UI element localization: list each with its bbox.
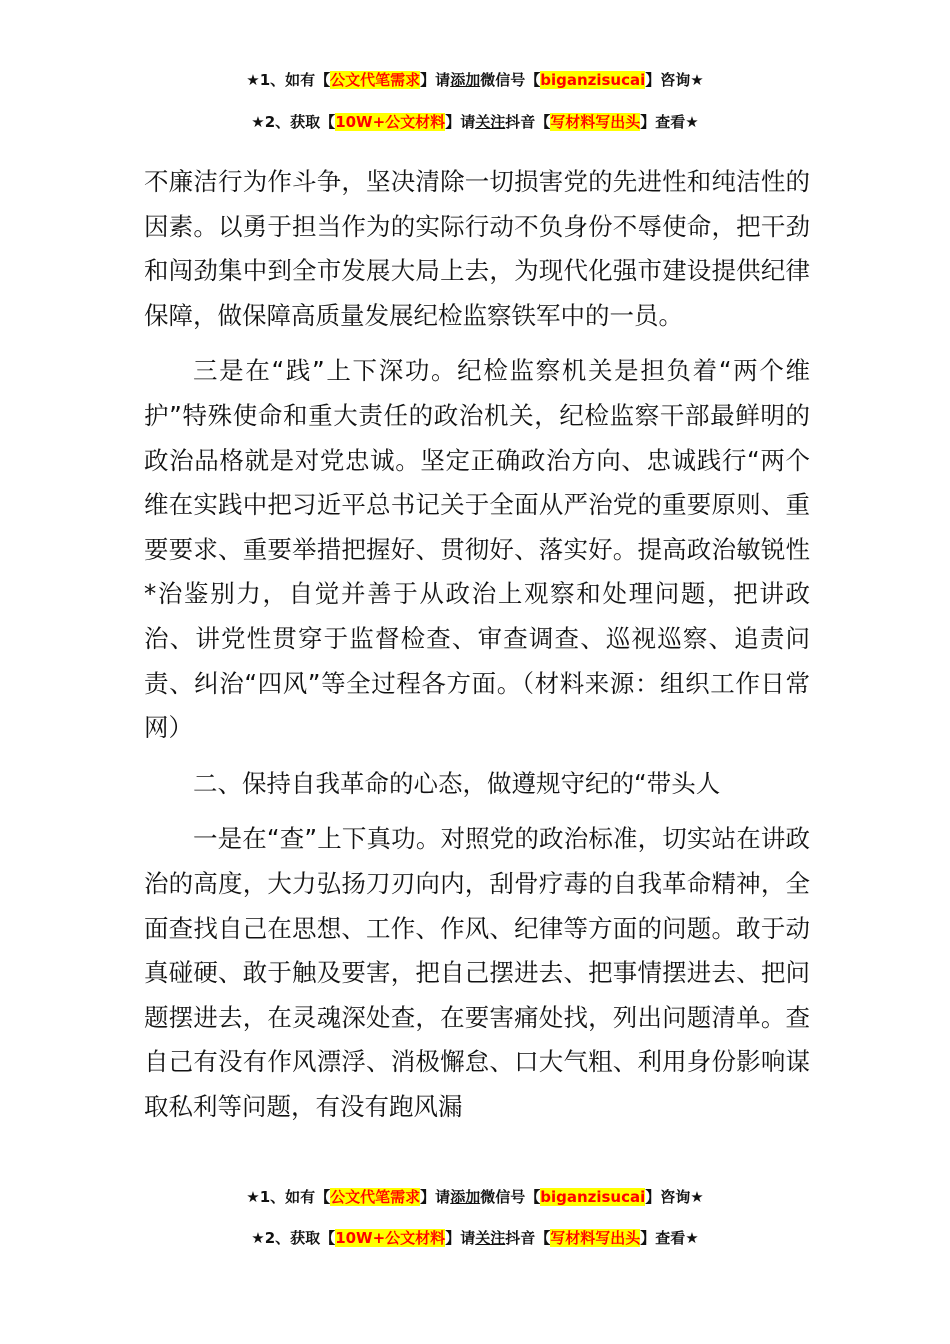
banner-prefix: ★2、获取【 — [251, 1229, 336, 1247]
highlight-service: 公文代笔需求 — [330, 1188, 421, 1206]
banner-line-1 — [0, 69, 950, 91]
highlight-materials: 10W+公文材料 — [335, 1229, 446, 1247]
highlight-service: 公文代笔需求 — [330, 71, 421, 89]
banner-text: 微信号【 — [480, 1188, 541, 1206]
paragraph: 一是在“查”上下真功。对照党的政治标准，切实站在讲政治的高度，大力弘扬刀刃向内，刮骨疗毒的自我革命精神，全面查找自己在思想、工作、作风、纪律等方面的问题。敢于动真碰硬、敢于触及要害，把自己摆进去、把事情摆进去、把问题摆进去，在灵魂深处查，在要害痛处找，列出问题清单。查自己有没有作风漂浮、消极懈怠、口大气粗、利用身份影响谋取私利等问题，有没有跑风漏 — [144, 824, 810, 1121]
highlight-wechat-id: biganzisucai — [540, 1188, 646, 1206]
banner-text: 】请 — [445, 113, 476, 131]
banner-prefix: ★2、获取【 — [251, 113, 336, 131]
banner-text: 】请 — [420, 71, 451, 89]
banner-emphasis: 关注 — [475, 113, 506, 131]
banner-text: 抖音【 — [505, 1229, 551, 1247]
banner-line-1 — [0, 1186, 950, 1208]
banner-text: 抖音【 — [505, 113, 551, 131]
banner-text: 】请 — [445, 1229, 476, 1247]
banner-emphasis: 添加 — [450, 71, 481, 89]
banner-text: 】请 — [420, 1188, 451, 1206]
paragraph: 不廉洁行为作斗争，坚决清除一切损害党的先进性和纯洁性的因素。以勇于担当作为的实际行动不负身份不辱使命，把干劲和闯劲集中到全市发展大局上去，为现代化强市建设提供纪律保障，做保障高质量发展纪检监察铁军中的一员。 — [144, 167, 810, 330]
banner-suffix: 】查看★ — [640, 1229, 699, 1247]
paragraph: 三是在“践”上下深功。纪检监察机关是担负着“两个维护”特殊使命和重大责任的政治机关，纪检监察干部最鲜明的政治品格就是对党忠诚。坚定正确政治方向、忠诚践行“两个维在实践中把习近平总书记关于全面从严治党的重要原则、重要要求、重要举措把握好、贯彻好、落实好。提高政治敏锐性*治鉴别力，自觉并善于从政治上观察和处理问题，把讲政治、讲党性贯穿于监督检查、审查调查、巡视巡察、追责问责、纠治“四风”等全过程各方面。（材料来源：组织工作日常网） — [144, 356, 810, 743]
section-heading: 二、保持自我革命的心态，做遵规守纪的“带头人 — [193, 768, 721, 798]
highlight-douyin-id: 写材料写出头 — [550, 1229, 641, 1247]
banner-prefix: ★1、如有【 — [246, 1188, 331, 1206]
banner-line-2 — [0, 111, 950, 133]
highlight-douyin-id: 写材料写出头 — [550, 113, 641, 131]
highlight-materials: 10W+公文材料 — [335, 113, 446, 131]
banner-suffix: 】咨询★ — [645, 71, 704, 89]
highlight-wechat-id: biganzisucai — [540, 71, 646, 89]
banner-text: 微信号【 — [480, 71, 541, 89]
banner-emphasis: 添加 — [450, 1188, 481, 1206]
banner-suffix: 】查看★ — [640, 113, 699, 131]
banner-emphasis: 关注 — [475, 1229, 506, 1247]
banner-prefix: ★1、如有【 — [246, 71, 331, 89]
banner-suffix: 】咨询★ — [645, 1188, 704, 1206]
banner-line-2 — [0, 1227, 950, 1249]
document-body — [144, 160, 810, 1129]
